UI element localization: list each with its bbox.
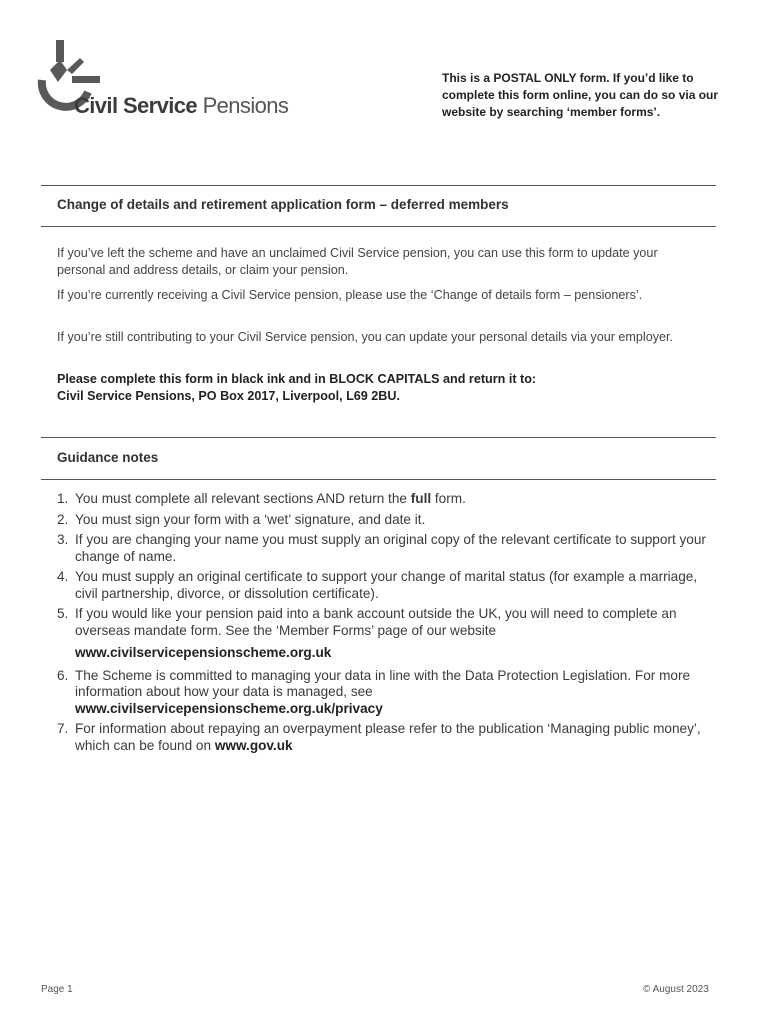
form-title: Change of details and retirement application form – deferred members	[57, 197, 509, 212]
item-text: form.	[431, 491, 466, 506]
divider	[41, 479, 716, 480]
scheme-website-link[interactable]: www.civilservicepensionscheme.org.uk	[75, 645, 332, 660]
item-number: 7.	[57, 721, 69, 736]
item-number: 4.	[57, 569, 69, 584]
item-number: 2.	[57, 511, 69, 527]
item-number: 1.	[57, 491, 69, 506]
item-text: If you are changing your name you must supply an original copy of the relevant certificate to support your change of name.	[75, 532, 706, 564]
brand-name	[74, 93, 288, 119]
postal-only-notice: This is a POSTAL ONLY form. If you’d like to complete this form online, you can do so via our website by searching ‘member forms’.	[442, 71, 719, 119]
list-item	[57, 491, 717, 508]
item-emphasis: full	[410, 491, 432, 506]
return-address: Civil Service Pensions, PO Box 2017, Liverpool, L69 2BU.	[57, 389, 400, 403]
list-item	[57, 532, 717, 565]
intro-paragraph: If you’re currently receiving a Civil Service pension, please use the ‘Change of details form – pensioners’.	[57, 288, 643, 302]
list-item-link	[57, 645, 717, 662]
item-text: The Scheme is committed to managing your data in line with the Data Protection Legislation. For more information about how your data is managed, see	[75, 667, 691, 699]
list-item	[57, 512, 717, 529]
page-number: Page 1	[41, 984, 73, 995]
item-number: 3.	[57, 532, 69, 547]
item-text: You must supply an original certificate to support your change of marital status (for example a marriage, civil partnership, divorce, or dissolution certificate).	[75, 569, 698, 601]
brand-light: Pensions	[202, 93, 289, 118]
item-text: If you would like your pension paid into a bank account outside the UK, you will need to complete an overseas mandate form. See the ‘Member Forms’ page of our website	[75, 606, 677, 638]
divider	[41, 185, 716, 186]
list-item	[57, 569, 717, 602]
intro-paragraph: If you’ve left the scheme and have an unclaimed Civil Service pension, you can use this form to update your personal and address details, or claim your pension.	[57, 246, 658, 277]
item-number: 6.	[57, 667, 69, 683]
divider	[41, 226, 716, 227]
guidance-list	[57, 491, 717, 758]
guidance-title: Guidance notes	[57, 450, 159, 465]
list-item	[57, 606, 717, 639]
instruction-text: Please complete this form in black ink and in BLOCK CAPITALS and return it to:	[57, 372, 537, 386]
intro-paragraph: If you’re still contributing to your Civil Service pension, you can update your personal details via your employer.	[57, 330, 674, 344]
privacy-link[interactable]: www.civilservicepensionscheme.org.uk/privacy	[75, 700, 383, 716]
list-item	[57, 721, 717, 754]
brand-bold: Civil Service	[74, 93, 198, 118]
list-item	[57, 668, 717, 718]
divider	[41, 437, 716, 438]
item-text: You must sign your form with a ‘wet’ signature, and date it.	[75, 511, 426, 527]
item-number: 5.	[57, 606, 69, 621]
copyright-date: © August 2023	[643, 984, 709, 995]
item-text: You must complete all relevant sections AND return the	[75, 491, 411, 506]
item-text: For information about repaying an overpayment please refer to the publication ‘Managing public money’, which can be found on	[75, 721, 701, 753]
gov-uk-link[interactable]: www.gov.uk	[214, 737, 293, 753]
